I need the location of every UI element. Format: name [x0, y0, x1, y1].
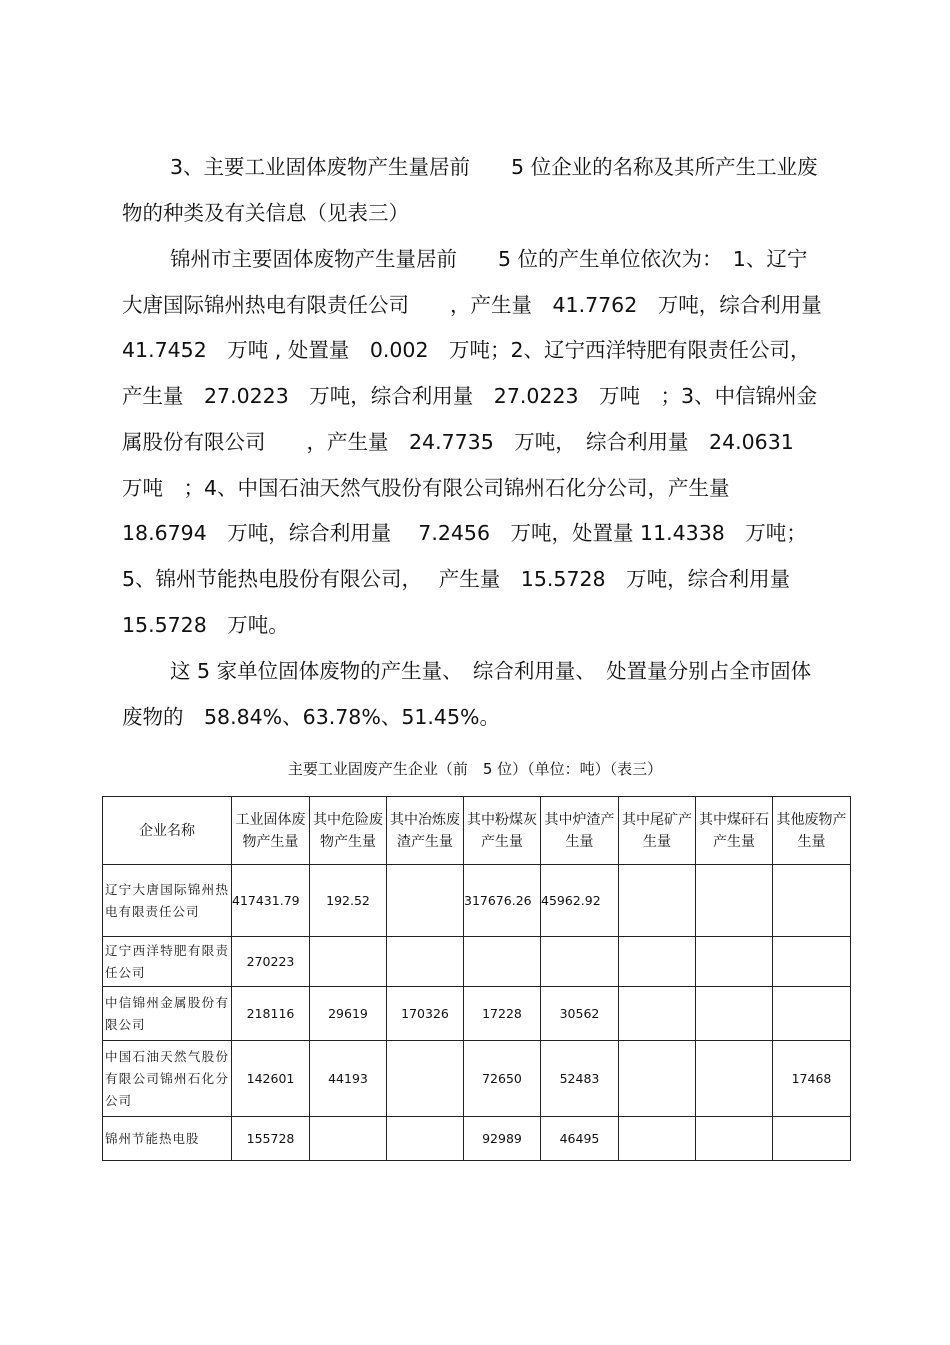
cell-other [773, 1117, 851, 1161]
table-row [103, 987, 851, 1041]
header-company: 企业名称 [103, 797, 232, 865]
header-gangue: 其中煤矸石产生量 [696, 797, 773, 865]
cell-smelting: 170326 [387, 987, 464, 1041]
cell-slag: 52483 [541, 1041, 619, 1117]
cell-hazardous: 44193 [310, 1041, 387, 1117]
paragraph-share-summary [122, 649, 822, 740]
cell-tailings [619, 1117, 696, 1161]
cell-slag: 30562 [541, 987, 619, 1041]
cell-flyash: 92989 [464, 1117, 541, 1161]
cell-gangue [696, 987, 773, 1041]
cell-tailings [619, 865, 696, 937]
waste-table [102, 796, 851, 1161]
paragraph-share-summary-text: 这 5 家单位固体废物的产生量、 综合利用量、 处置量分别占全市固体废物的 58.84%、63.78%、51.45%。 [122, 659, 812, 729]
cell-other [773, 937, 851, 987]
cell-total: 155728 [232, 1117, 310, 1161]
cell-flyash: 317676.26 [464, 865, 541, 937]
cell-smelting [387, 937, 464, 987]
header-total: 工业固体废物产生量 [232, 797, 310, 865]
cell-other [773, 987, 851, 1041]
paragraph-top5-companies [122, 237, 843, 648]
header-hazardous: 其中危险废物产生量 [310, 797, 387, 865]
header-smelting: 其中冶炼废渣产生量 [387, 797, 464, 865]
cell-smelting [387, 1041, 464, 1117]
cell-hazardous [310, 937, 387, 987]
cell-slag: 45962.92 [541, 865, 619, 937]
cell-company: 中国石油天然气股份有限公司锦州石化分公司 [103, 1041, 232, 1117]
paragraph-section-3 [122, 145, 822, 236]
cell-total: 218116 [232, 987, 310, 1041]
cell-hazardous: 29619 [310, 987, 387, 1041]
cell-tailings [619, 937, 696, 987]
cell-company: 中信锦州金属股份有限公司 [103, 987, 232, 1041]
table-caption: 主要工业固废产生企业（前 5 位）（单位：吨）（表三） [287, 760, 663, 778]
cell-company: 锦州节能热电股 [103, 1117, 232, 1161]
cell-slag [541, 937, 619, 987]
cell-tailings [619, 987, 696, 1041]
table-row [103, 1041, 851, 1117]
cell-smelting [387, 865, 464, 937]
cell-hazardous [310, 1117, 387, 1161]
cell-total: 417431.79 [232, 865, 310, 937]
cell-tailings [619, 1041, 696, 1117]
cell-other: 17468 [773, 1041, 851, 1117]
cell-gangue [696, 937, 773, 987]
cell-total: 142601 [232, 1041, 310, 1117]
header-tailings: 其中尾矿产生量 [619, 797, 696, 865]
header-other: 其他废物产生量 [773, 797, 851, 865]
cell-flyash: 72650 [464, 1041, 541, 1117]
paragraph-top5-companies-text: 锦州市主要固体废物产生量居前 5 位的产生单位依次为： 1、辽宁大唐国际锦州热电有限责任公司 ，产生量 41.7762 万吨，综合利用量 41.7452 万吨 , 处置量 0.002 万吨；2、辽宁西洋特肥有限责任公司， 产生量 27.0223 万吨，综合利用量 27.0223 万吨 ；3、中信锦州金属股份有限公司 ，产生量 24.7735 万吨， 综合利用量 24.0631 万吨 ；4、中国石油天然气股份有限公司锦州石化分公司，产生量 18.6794 万吨，综合利用量 7.2456 万吨，处置量 11.4338 万吨；5、锦州节能热电股份有限公司， 产生量 15.5728 万吨，综合利用量 15.5728 万吨。 [122, 247, 843, 637]
cell-gangue [696, 1117, 773, 1161]
cell-slag: 46495 [541, 1117, 619, 1161]
header-flyash: 其中粉煤灰产生量 [464, 797, 541, 865]
cell-smelting [387, 1117, 464, 1161]
cell-company: 辽宁大唐国际锦州热电有限责任公司 [103, 865, 232, 937]
table-row [103, 937, 851, 987]
paragraph-section-3-text: 3、主要工业固体废物产生量居前 5 位企业的名称及其所产生工业废物的种类及有关信息（见表三） [122, 155, 818, 225]
cell-gangue [696, 865, 773, 937]
header-slag: 其中炉渣产生量 [541, 797, 619, 865]
table-row [103, 1117, 851, 1161]
cell-other [773, 865, 851, 937]
cell-company: 辽宁西洋特肥有限责任公司 [103, 937, 232, 987]
cell-flyash: 17228 [464, 987, 541, 1041]
cell-gangue [696, 1041, 773, 1117]
cell-hazardous: 192.52 [310, 865, 387, 937]
cell-total: 270223 [232, 937, 310, 987]
table-row [103, 865, 851, 937]
table-header-row [103, 797, 851, 865]
cell-flyash [464, 937, 541, 987]
